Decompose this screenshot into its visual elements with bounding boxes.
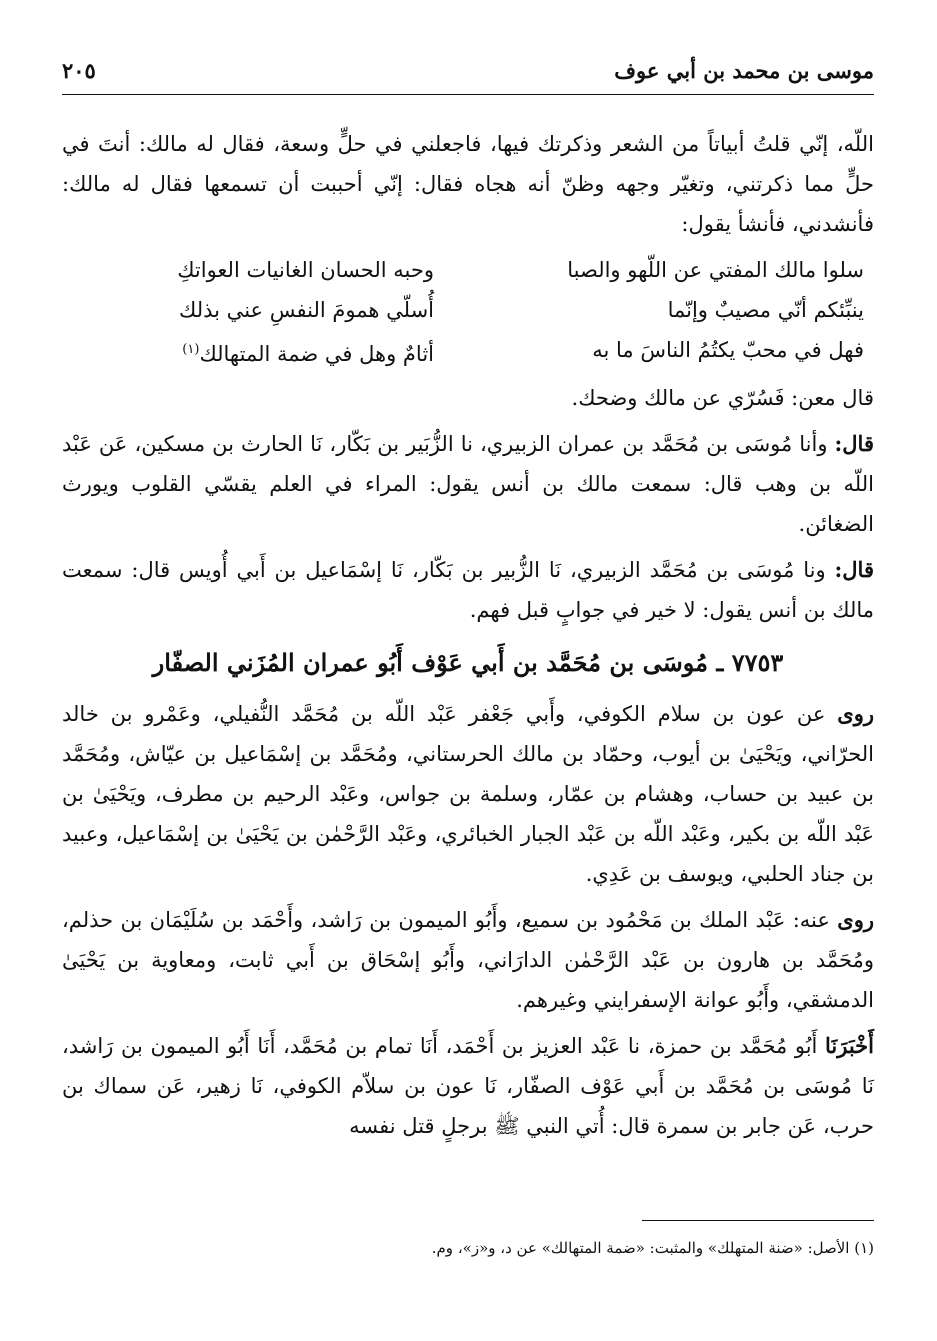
after-verses-line: قال معن: فَسُرّي عن مالك وضحك. [571,386,874,410]
paragraph-text: عن عون بن سلام الكوفي، وأَبي جَعْفر عَبْد اللّه بن مُحَمَّد النُّفيلي، وعَمْرو بن خالد الحرّاني، ويَحْيَىٰ بن أيوب، وحمّاد بن مالك الحرستاني، ومُحَمَّد بن إسْمَاعيل بن عيّاش، ومُحَمَّد بن عبيد بن حساب، وهشام بن عمّار، وسلمة بن جواس، وعَبْد الرحيم بن مطرف، ويَحْيَىٰ بن عَبْد اللّه بن بكير، وعَبْد اللّه بن عَبْد الجبار الخبائري، وعَبْد الرَّحْمٰن بن يَحْيَىٰ بن إسْمَاعيل، وعبيد بن جناد الحلبي، ويوسف بن عَدِي. [62,702,874,886]
verse-second-hemistich: أُسلّي همومَ النفسِ عني بذلك [179,298,434,322]
verse-second-hemistich: وحبه الحسان الغانيات العواتكِ [177,258,434,282]
page-number: ٢٠٥ [62,58,96,83]
verse-first-hemistich: سلوا مالك المفتي عن اللّهو والصبا [567,258,864,282]
paragraph-lead: قال: [834,431,874,456]
poem [62,250,874,374]
running-title: موسى بن محمد بن أبي عوف [614,58,874,83]
verse-line [62,330,874,374]
page-header [62,58,874,98]
paragraph-text: أَبُو مُحَمَّد بن حمزة، نا عَبْد العزيز بن أَحْمَد، أَنَا تمام بن مُحَمَّد، أَنَا أَبُو الميمون بن رَاشد، نَا مُوسَى بن مُحَمَّد بن أَبي عَوْف الصفّار، نَا عون بن سلاّم الكوفي، نَا زهير، عَن سماك بن حرب، عَن جابر بن سمرة قال: أُتي النبي ﷺ برجلٍ قتل نفسه [62,1034,874,1138]
entry-paragraph [62,694,874,894]
entry-paragraph [62,900,874,1020]
verse-second-hemistich [64,330,434,374]
entry-title: ٧٧٥٣ ـ مُوسَى بن مُحَمَّد بن أَبي عَوْف أَبُو عمران المُزَني الصفّار [152,648,784,677]
paragraph-lead: روى [837,907,874,932]
intro-paragraph: اللّه، إنّي قلتُ أبياتاً من الشعر وذكرتك فيها، فاجعلني في حلٍّ وسعة، فقال له مالك: أنتَ في حلٍّ مما ذكرتني، وتغيّر وجهه وظنّ أنه هجاه فقال: إنّي أحببت أن تسمعها فقال له مالك: فأنشدني، فأنشأ يقول: [62,132,874,236]
footnote: (١) الأصل: «ضنة المتهلك» والمثبت: «ضمة المتهالك» عن د، و«ز»، وم. [431,1239,874,1257]
footnote-rule [642,1220,874,1221]
narration-paragraph [62,550,874,630]
narration-paragraph [62,424,874,544]
book-page [62,48,874,1318]
verse-first-hemistich: فهل في محبّ يكتُمُ الناسَ ما به [592,338,864,362]
entry-paragraph [62,1026,874,1146]
verse-text: أثامٌ وهل في ضمة المتهالك [199,342,434,366]
paragraph-text: وأنا مُوسَى بن مُحَمَّد بن عمران الزبيري، نا الزُّبَير بن بَكّار، نَا الحارث بن مسكين، عَن عَبْد اللّه بن وهب قال: سمعت مالك بن أنس يقول: المراء في العلم يقسّي القلوب ويورث الضغائن. [62,432,874,536]
paragraph-text: ونا مُوسَى بن مُحَمَّد الزبيري، نَا الزُّبير بن بَكّار، نَا إسْمَاعيل بن أَبي أُويس قال: سمعت مالك بن أنس يقول: لا خير في جوابٍ قبل فهم. [62,558,874,622]
paragraph-lead: روى [837,701,874,726]
page-body [62,124,874,1152]
verse-first-hemistich: ينبِّئكم أنّي مصيبٌ وإنّما [667,298,864,322]
paragraph-lead: قال: [834,557,874,582]
paragraph-text: عنه: عَبْد الملك بن مَحْمُود بن سميع، وأَبُو الميمون بن رَاشد، وأَحْمَد بن سُلَيْمَان بن حذلم، ومُحَمَّد بن هارون بن عَبْد الرَّحْمٰن الدارَاني، وأَبُو إسْحَاق بن أَبي ثابت، ومعاوية بن يَحْيَىٰ الدمشقي، وأَبُو عوانة الإسفرايني وغيرهم. [62,908,874,1012]
verse-line [62,290,874,330]
header-rule [62,94,874,95]
paragraph-lead: أَخْبَرَنَا [825,1033,874,1058]
verse-line [62,250,874,290]
footnote-marker: (١) [182,342,200,357]
